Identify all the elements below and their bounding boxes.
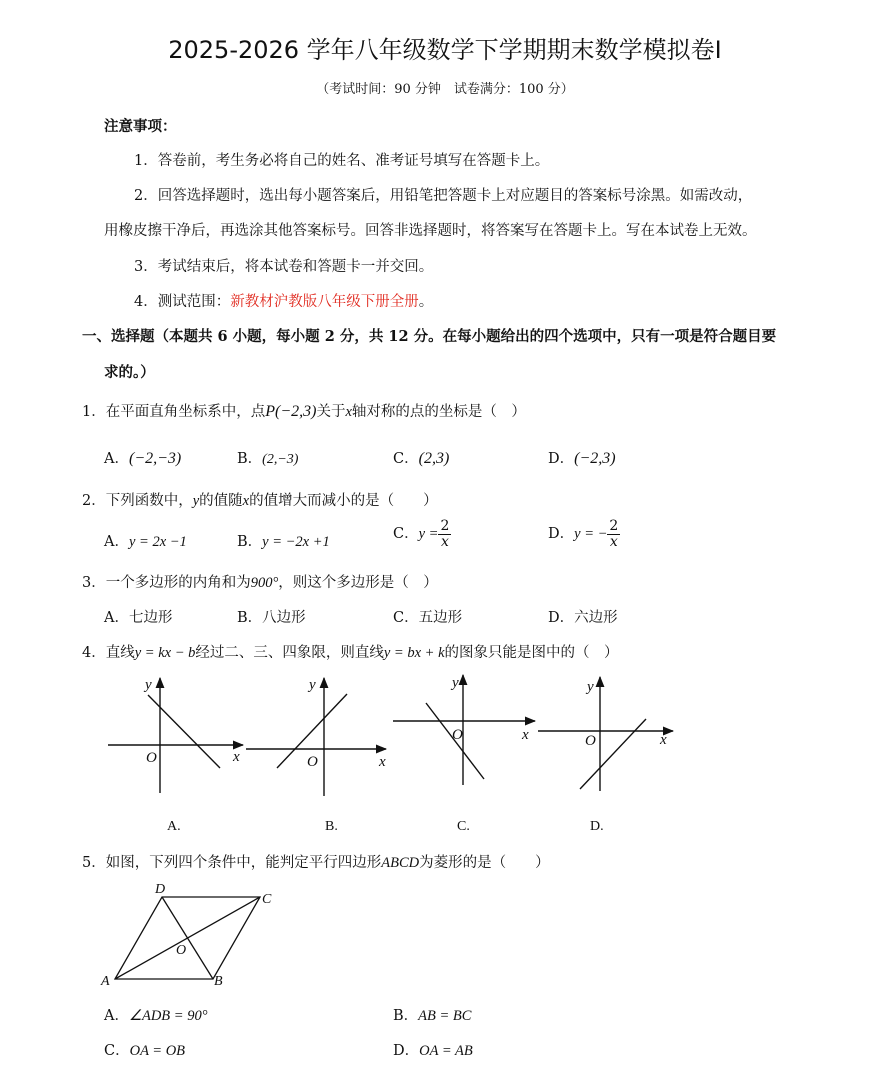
- section-heading: 一、选择题（本题共 6 小题，每小题 2 分，共 12 分。在每小题给出的四个选项中，只有一项是符合题目要: [82, 328, 777, 345]
- q2-option-c: [393, 519, 451, 549]
- notice-item-4-end: 。: [418, 294, 434, 310]
- q5-option-c-value: OA = OB: [129, 1043, 186, 1059]
- q1-text-mid: 关于: [316, 404, 346, 420]
- graph-c-origin: O: [452, 727, 463, 743]
- q1-option-d: [548, 447, 616, 468]
- q5-parallelogram-name: ABCD: [381, 855, 420, 871]
- q1-text-pre: 1．在平面直角坐标系中，点: [82, 404, 266, 420]
- graph-b-x-label: x: [379, 754, 386, 770]
- notice-item-4-prefix: 4．测试范围：: [134, 294, 231, 310]
- q3-option-b: B．八边形: [237, 610, 306, 626]
- question-3: [82, 571, 438, 592]
- q5-option-d-label: D．: [393, 1043, 420, 1059]
- q2-option-a: [104, 530, 187, 551]
- q2-text-post: 的值增大而减小的是（ ）: [249, 493, 438, 509]
- notice-item-1: 1．答卷前，考生务必将自己的姓名、准考证号填写在答题卡上。: [134, 153, 550, 169]
- q1-option-d-value: (−2,3): [574, 450, 616, 467]
- graph-a-origin: O: [146, 750, 157, 766]
- graph-b-origin: O: [307, 754, 318, 770]
- graph-b-caption: B.: [325, 819, 338, 834]
- graph-c: [393, 675, 535, 785]
- notice-item-2b: 用橡皮擦干净后，再选涂其他答案标号。回答非选择题时，将答案写在答题卡上。写在本试卷上无效。: [104, 223, 757, 239]
- graph-b-y-label: y: [309, 677, 316, 693]
- q2-text-pre: 2．下列函数中，: [82, 493, 193, 509]
- graph-a-line: [148, 695, 220, 768]
- q5-option-d: [393, 1039, 473, 1060]
- q4-text-pre: 4．直线: [82, 645, 135, 661]
- graph-a-x-label: x: [233, 749, 240, 765]
- q4-equation-2: y = bx + k: [383, 645, 445, 661]
- q5-text-post: 为菱形的是（ ）: [419, 855, 550, 871]
- graph-c-y-label: y: [452, 675, 459, 691]
- q1-option-c: [393, 447, 449, 468]
- q2-option-c-numerator: 2: [440, 518, 450, 534]
- vertex-d-label: D: [155, 882, 166, 897]
- q2-option-d-numerator: 2: [609, 518, 619, 534]
- q5-option-b-value: AB = BC: [418, 1008, 472, 1024]
- graph-d-origin: O: [585, 733, 596, 749]
- q4-text-mid: 经过二、三、四象限，则直线: [195, 645, 384, 661]
- notice-item-2a: 2．回答选择题时，选出每小题答案后，用铅笔把答题卡上对应题目的答案标号涂黑。如需改动，: [134, 188, 753, 204]
- q1-option-a: [104, 447, 181, 468]
- graph-d: [538, 677, 673, 791]
- graph-d-caption: D.: [590, 819, 604, 834]
- notice-heading: 注意事项：: [104, 118, 177, 135]
- q5-option-a-label: A．: [104, 1008, 129, 1024]
- graph-c-caption: C.: [457, 819, 470, 834]
- q2-var-y: y: [192, 493, 200, 509]
- q2-option-b-value: y = −2x +1: [262, 534, 330, 550]
- q2-option-b-label: B．: [237, 534, 263, 550]
- diagonal-bd: [162, 897, 213, 979]
- q5-option-c-label: C．: [104, 1043, 130, 1059]
- q5-option-c: [104, 1039, 185, 1060]
- q4-text-post: 的图象只能是图中的（ ）: [444, 645, 619, 661]
- q5-option-b-label: B．: [393, 1008, 419, 1024]
- vertex-a-label: A: [101, 974, 110, 989]
- notice-item-4: [134, 290, 433, 311]
- q2-option-d-denominator: x: [609, 533, 618, 550]
- q5-option-a-value: ∠ADB = 90°: [128, 1008, 208, 1024]
- section-heading-cont: 求的。）: [104, 364, 155, 381]
- q2-option-c-label: C．: [393, 526, 419, 543]
- q1-option-a-label: A．: [104, 451, 129, 467]
- graph-b: [246, 678, 386, 796]
- q5-option-d-value: OA = AB: [419, 1043, 473, 1059]
- q3-angle-sum: 900°: [250, 575, 279, 591]
- question-2: [82, 489, 438, 510]
- q5-option-a: [104, 1004, 208, 1025]
- exam-info: （考试时间：90 分钟 试卷满分：100 分）: [316, 82, 574, 97]
- q2-option-d-label: D．: [548, 526, 575, 543]
- q3-text-pre: 3．一个多边形的内角和为: [82, 575, 251, 591]
- q1-option-c-label: C．: [393, 451, 419, 467]
- q2-option-a-value: y = 2x −1: [128, 534, 187, 550]
- q2-option-a-label: A．: [104, 534, 129, 550]
- q1-text-post: 轴对称的点的坐标是（ ）: [351, 404, 526, 420]
- q4-equation-1: y = kx − b: [134, 645, 196, 661]
- center-o-label: O: [176, 943, 187, 958]
- graph-d-line: [580, 719, 646, 789]
- q3-option-d: D．六边形: [548, 610, 618, 626]
- q1-option-b: [237, 447, 298, 468]
- question-1: [82, 400, 526, 421]
- q2-option-c-prefix: y =: [418, 526, 439, 543]
- question-4: [82, 641, 619, 662]
- q3-text-post: ，则这个多边形是（ ）: [278, 575, 438, 591]
- q2-option-d-fraction: [607, 519, 620, 549]
- page-title: 2025-2026 学年八年级数学下学期期末数学模拟卷Ⅰ: [168, 36, 722, 64]
- q2-var-x: x: [242, 493, 250, 509]
- graph-d-y-label: y: [587, 679, 594, 695]
- q2-option-c-denominator: x: [440, 533, 449, 550]
- q2-option-b: [237, 530, 330, 551]
- rhombus-figure: [95, 875, 295, 995]
- q1-option-b-label: B．: [237, 451, 263, 467]
- vertex-c-label: C: [262, 892, 272, 907]
- q4-graphs: [0, 665, 890, 845]
- vertex-b-label: B: [214, 974, 223, 989]
- q2-text-mid: 的值随: [199, 493, 243, 509]
- q3-option-a: A．七边形: [104, 610, 173, 626]
- q2-option-c-fraction: [438, 519, 451, 549]
- q1-option-c-value: (2,3): [418, 450, 450, 467]
- q1-var-x: x: [345, 404, 352, 420]
- notice-item-3: 3．考试结束后，将本试卷和答题卡一并交回。: [134, 259, 434, 275]
- graph-a-caption: A.: [167, 819, 181, 834]
- graph-d-x-label: x: [660, 732, 667, 748]
- q1-option-a-value: (−2,−3): [128, 450, 182, 467]
- graph-a-y-label: y: [145, 677, 152, 693]
- question-5: [82, 851, 550, 872]
- q1-option-d-label: D．: [548, 451, 575, 467]
- q3-option-c: C．五边形: [393, 610, 463, 626]
- graph-a: [108, 678, 243, 793]
- q2-option-d-prefix: y = −: [574, 526, 608, 543]
- q5-text-pre: 5．如图，下列四个条件中，能判定平行四边形: [82, 855, 382, 871]
- q1-option-b-value: (2,−3): [262, 452, 299, 467]
- q2-option-d: [548, 519, 620, 549]
- q1-point: P(−2,3): [265, 403, 317, 420]
- q5-option-b: [393, 1004, 471, 1025]
- test-scope: 新教材沪教版八年级下册全册: [230, 294, 419, 310]
- graph-c-x-label: x: [522, 727, 529, 743]
